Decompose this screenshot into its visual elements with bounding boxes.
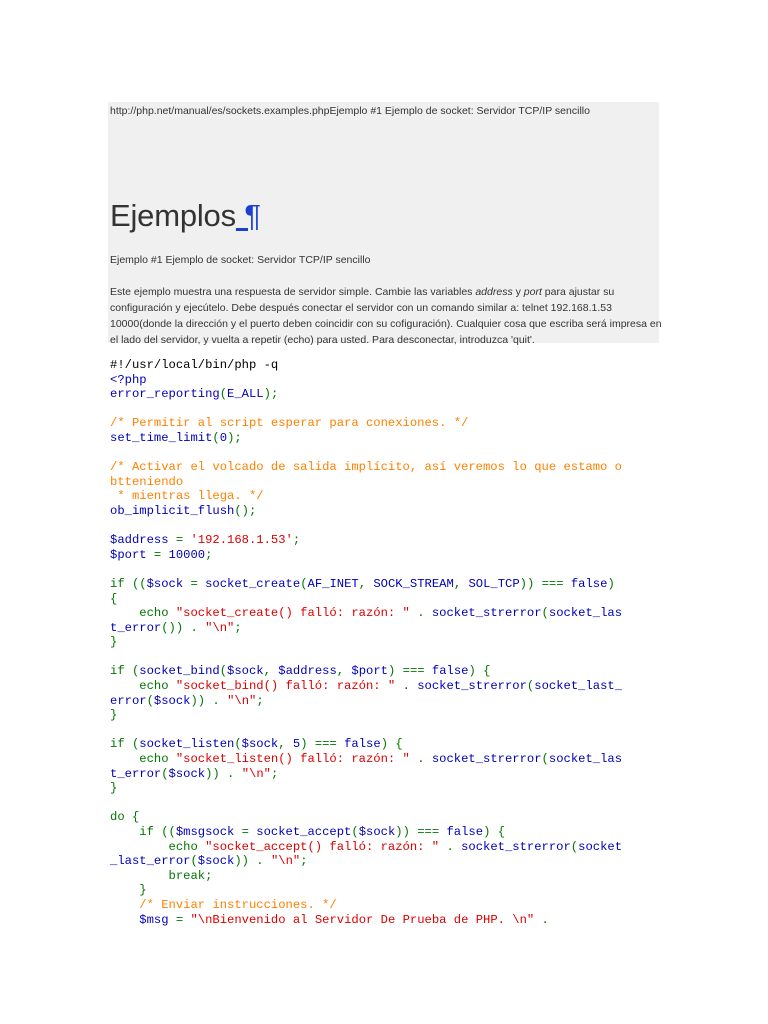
- code-token: echo: [110, 679, 176, 694]
- code-token: [110, 913, 139, 927]
- code-token: 0: [219, 430, 228, 445]
- code-token: error: [110, 693, 147, 708]
- code-token: }: [110, 635, 118, 650]
- description-line: [110, 300, 658, 316]
- code-token: ()) .: [161, 620, 206, 635]
- code-token: socket_strerror: [431, 606, 542, 621]
- code-token: <?php: [110, 372, 147, 387]
- code-token: (: [541, 606, 549, 621]
- code-line: [110, 767, 658, 782]
- code-token: socket_strerror: [461, 839, 571, 854]
- code-line: [110, 402, 658, 417]
- code-line: [110, 358, 658, 373]
- code-token: $sock: [197, 854, 235, 869]
- code-token: {: [110, 591, 118, 606]
- code-token: $port: [110, 547, 154, 562]
- code-token: socket_create: [205, 576, 301, 591]
- page-heading: [110, 196, 261, 236]
- code-token: ,: [453, 576, 469, 591]
- description-text: Este ejemplo muestra una respuesta de servidor simple. Cambie las variables: [110, 286, 476, 298]
- code-token: if ((: [110, 825, 176, 839]
- description-text: el lado del servidor, y vuelta a repetir (echo) para usted. Para desconectar, introduzca 'quit'.: [110, 334, 535, 346]
- code-token: "\n": [205, 620, 235, 635]
- code-token: $msgsock: [175, 825, 242, 839]
- code-token: ,: [278, 737, 293, 752]
- description-variable-name: address: [475, 286, 513, 298]
- code-token: if ((: [110, 576, 147, 591]
- code-token: }: [110, 883, 147, 898]
- code-line: [110, 621, 658, 636]
- code-token: $address: [110, 533, 176, 548]
- code-token: ;: [205, 547, 213, 562]
- code-token: $sock: [146, 576, 191, 591]
- example-subtitle: Ejemplo #1 Ejemplo de socket: Servidor TCP/IP sencillo: [110, 254, 371, 266]
- code-line: [110, 723, 658, 738]
- code-token: .: [541, 912, 549, 927]
- code-token: '192.168.1.53': [190, 533, 293, 548]
- code-token: t_error: [110, 766, 162, 781]
- code-line: [110, 446, 658, 461]
- code-token: $sock: [153, 693, 191, 708]
- code-token: E_ALL: [227, 387, 264, 402]
- code-token: ) {: [468, 664, 491, 679]
- code-token: =: [175, 533, 191, 548]
- code-line: [110, 533, 658, 548]
- source-url-line: http://php.net/manual/es/sockets.examples.phpEjemplo #1 Ejemplo de socket: Servidor TCP/IP sencillo: [110, 105, 590, 117]
- code-line: [110, 694, 658, 709]
- code-line: [110, 664, 658, 679]
- code-token: echo: [110, 752, 176, 767]
- code-token: 10000: [168, 547, 206, 562]
- code-token: socket_strerror: [417, 679, 527, 694]
- code-line: [110, 752, 658, 767]
- code-token: "\n": [241, 766, 271, 781]
- code-token: ;: [270, 766, 279, 781]
- description-line: [110, 332, 658, 348]
- code-line: [110, 810, 658, 825]
- code-token: do {: [110, 810, 140, 825]
- code-line: [110, 883, 658, 898]
- code-token: )) .: [234, 854, 271, 869]
- code-line: [110, 373, 658, 388]
- code-token: }: [110, 781, 118, 796]
- code-line: [110, 504, 658, 519]
- code-line: [110, 781, 658, 796]
- code-token: )) .: [205, 766, 242, 781]
- code-token: "socket_listen() falló: razón: ": [175, 752, 418, 767]
- code-token: "\n": [227, 693, 257, 708]
- heading-text: Ejemplos: [110, 198, 236, 233]
- description-line: [110, 284, 658, 300]
- code-token: );: [227, 430, 242, 445]
- code-token: $sock: [168, 766, 206, 781]
- code-token: (: [219, 664, 228, 679]
- code-line: [110, 460, 658, 475]
- code-token: socket_las: [548, 606, 623, 621]
- code-token: socket_las: [548, 752, 623, 767]
- code-token: (: [190, 854, 198, 869]
- code-token: =: [190, 576, 206, 591]
- permalink-pilcrow-icon[interactable]: ¶: [235, 198, 261, 233]
- code-token: SOCK_STREAM: [373, 576, 454, 591]
- code-token: =: [153, 547, 169, 562]
- description-text: configuración y ejecútelo. Debe después conectar el servidor con un comando similar a: telnet 192.168.1.53: [110, 302, 612, 314]
- code-line: [110, 825, 658, 840]
- code-line: [110, 475, 658, 490]
- code-token: $port: [351, 664, 388, 679]
- code-token: #!/usr/local/bin/php -q: [110, 358, 279, 372]
- code-token: .: [417, 606, 432, 621]
- code-line: [110, 489, 658, 504]
- code-token: socket: [578, 839, 623, 854]
- code-token: .: [402, 679, 418, 694]
- code-token: socket_accept: [256, 825, 352, 839]
- code-token: break;: [110, 868, 213, 883]
- code-token: (: [161, 766, 169, 781]
- code-token: }: [110, 708, 118, 723]
- code-token: "\n": [270, 854, 301, 869]
- description-text: 10000(donde la dirección y el puerto deben coincidir con su cofiguración). Cualquier cosa que escriba será impresa en: [110, 318, 662, 330]
- code-token: (: [526, 679, 535, 694]
- code-token: (: [219, 387, 228, 402]
- code-token: ;: [292, 533, 301, 548]
- code-block: [110, 358, 658, 927]
- code-token: "socket_accept() falló: razón: ": [205, 839, 447, 854]
- code-token: _last_error: [110, 854, 191, 869]
- code-token: false: [431, 664, 469, 679]
- code-token: )) ===: [395, 825, 447, 839]
- code-line: [110, 416, 658, 431]
- code-line: [110, 650, 658, 665]
- code-token: socket_last_: [534, 679, 623, 694]
- code-token: ) ===: [300, 737, 345, 752]
- code-token: ;: [234, 620, 242, 635]
- code-line: [110, 840, 658, 855]
- code-token: )) .: [190, 693, 228, 708]
- code-token: ): [607, 576, 615, 591]
- code-token: ) {: [483, 825, 506, 839]
- code-token: false: [570, 576, 608, 591]
- code-line: [110, 592, 658, 607]
- code-token: if (: [110, 664, 140, 679]
- code-token: .: [417, 752, 432, 767]
- code-token: /* Permitir al script esperar para conexiones. */: [110, 416, 469, 431]
- code-token: echo: [110, 839, 206, 854]
- code-token: false: [446, 825, 484, 839]
- code-token: btteniendo: [110, 474, 184, 489]
- description-variable-name: port: [523, 286, 542, 298]
- code-line: [110, 913, 658, 928]
- code-token: (: [234, 737, 242, 752]
- code-line: [110, 869, 658, 884]
- code-token: ;: [256, 693, 264, 708]
- code-token: (: [570, 839, 579, 854]
- code-token: $sock: [358, 825, 396, 839]
- code-line: [110, 519, 658, 534]
- description-text: para ajustar su: [541, 286, 615, 298]
- code-token: ();: [234, 503, 257, 518]
- code-line: [110, 679, 658, 694]
- code-token: "socket_create() falló: razón: ": [175, 606, 418, 621]
- code-line: [110, 796, 658, 811]
- code-token: echo: [110, 606, 176, 621]
- code-token: AF_INET: [307, 576, 359, 591]
- code-token: set_time_limit: [110, 430, 213, 445]
- code-token: (: [146, 693, 154, 708]
- code-line: [110, 431, 658, 446]
- code-token: (: [541, 752, 549, 767]
- code-token: /* Activar el volcado de salida implícito, así veremos lo que estamo o: [110, 460, 622, 475]
- code-token: .: [446, 839, 462, 854]
- code-token: socket_listen: [139, 737, 235, 752]
- code-token: * mientras llega. */: [110, 489, 264, 504]
- code-token: SOL_TCP: [468, 576, 520, 591]
- description-line: [110, 316, 662, 332]
- code-line: [110, 577, 658, 592]
- code-token: socket_bind: [139, 664, 220, 679]
- code-token: "socket_bind() falló: razón: ": [175, 679, 403, 694]
- code-line: [110, 737, 658, 752]
- code-token: ,: [336, 664, 352, 679]
- code-line: [110, 548, 658, 563]
- code-token: =: [241, 825, 257, 839]
- code-token: ,: [358, 576, 374, 591]
- code-line: [110, 708, 658, 723]
- code-token: ,: [263, 664, 279, 679]
- code-line: [110, 562, 658, 577]
- code-token: $address: [278, 664, 337, 679]
- code-token: false: [344, 737, 381, 752]
- code-token: socket_strerror: [431, 752, 542, 767]
- code-token: =: [175, 912, 191, 927]
- code-token: [110, 898, 139, 912]
- code-token: ) ===: [388, 664, 432, 679]
- code-token: (: [300, 576, 308, 591]
- example-description: [110, 284, 662, 348]
- code-token: );: [263, 387, 279, 402]
- code-token: $msg: [139, 912, 176, 927]
- code-line: [110, 387, 658, 402]
- code-token: /* Enviar instrucciones. */: [139, 897, 337, 912]
- code-token: 5: [292, 737, 301, 752]
- code-token: ;: [300, 854, 308, 869]
- code-token: error_reporting: [110, 387, 220, 402]
- code-token: (: [351, 825, 359, 839]
- code-token: if (: [110, 737, 140, 752]
- code-token: $sock: [227, 664, 264, 679]
- code-token: )) ===: [519, 576, 571, 591]
- code-token: ) {: [380, 737, 403, 752]
- code-token: "\nBienvenido al Servidor De Prueba de PHP. \n": [190, 912, 542, 927]
- code-token: (: [212, 430, 220, 445]
- description-text: y: [512, 286, 524, 298]
- code-token: ob_implicit_flush: [110, 503, 235, 518]
- code-line: [110, 854, 658, 869]
- code-line: [110, 606, 658, 621]
- code-line: [110, 898, 658, 913]
- code-token: $sock: [241, 737, 279, 752]
- code-line: [110, 635, 658, 650]
- code-token: t_error: [110, 620, 162, 635]
